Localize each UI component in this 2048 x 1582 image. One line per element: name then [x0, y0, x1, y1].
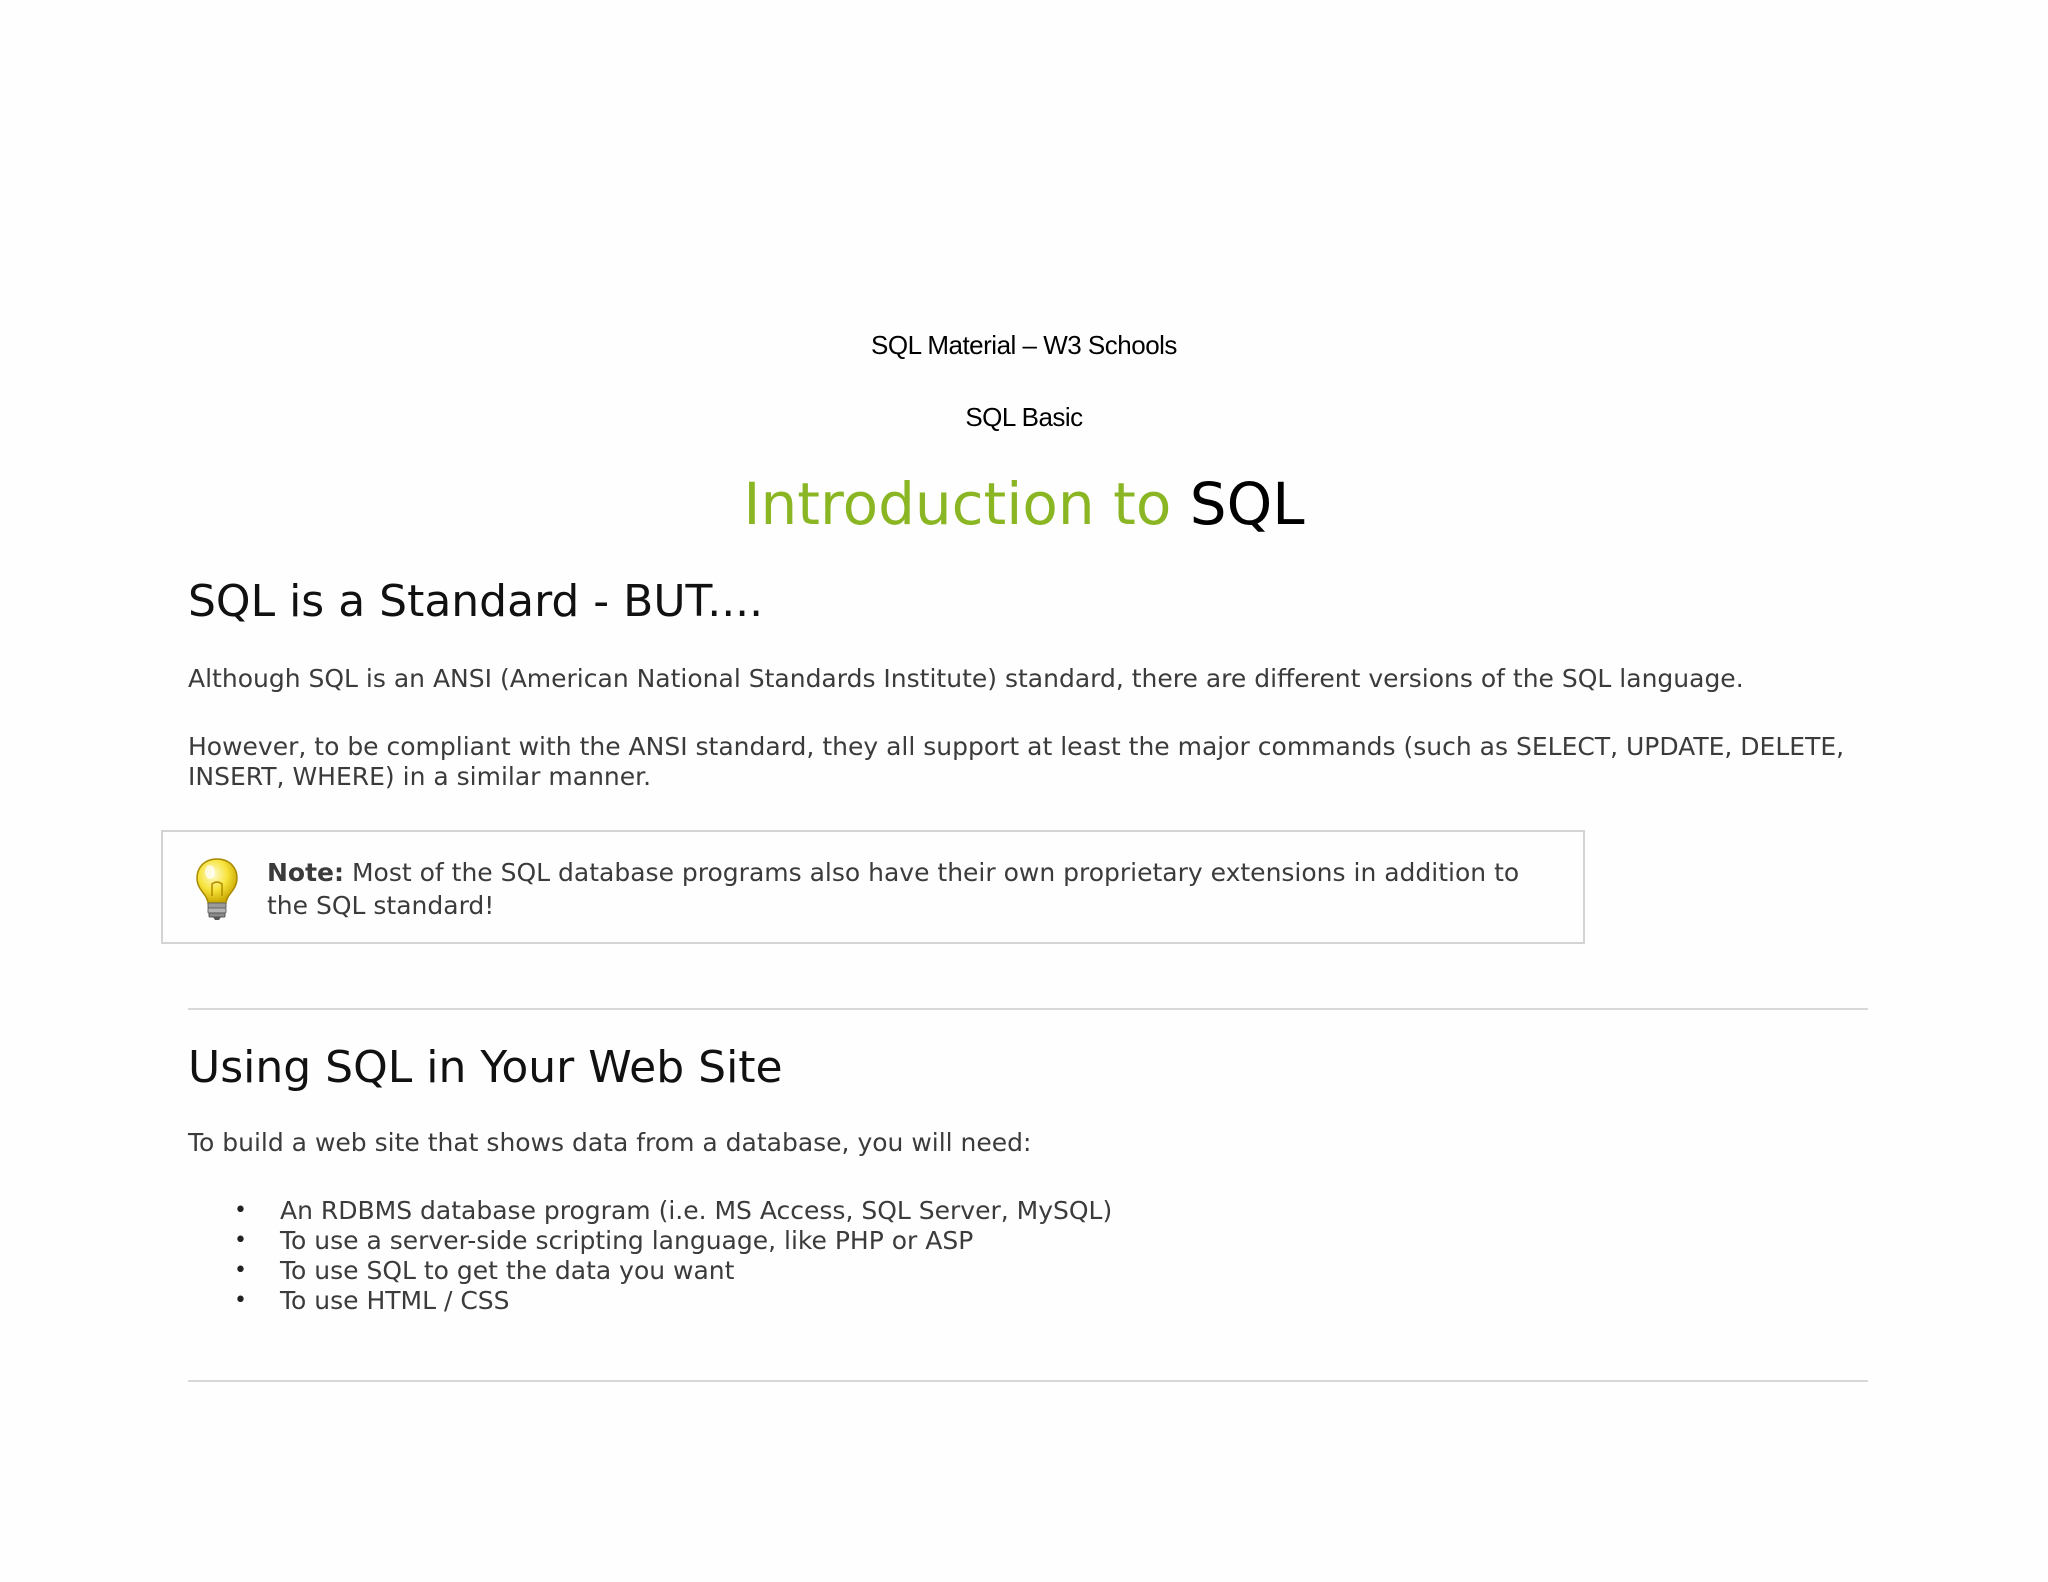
bullet-icon: • — [234, 1198, 247, 1223]
document-title: SQL Material – W3 Schools — [871, 330, 1177, 360]
page-title-accent: Introduction to — [743, 470, 1172, 538]
page-title-main: SQL — [1189, 470, 1305, 538]
list-item — [188, 1286, 1112, 1316]
note-label: Note: — [267, 858, 345, 887]
bullet-icon: • — [234, 1258, 247, 1283]
paragraph-ansi-compliance: However, to be compliant with the ANSI standard, they all support at least the major commands (such as SELECT, UPDATE, DELETE, INSERT, WHERE) in a similar manner. — [188, 732, 1845, 791]
list-item-text: To use a server-side scripting language, like PHP or ASP — [280, 1226, 974, 1255]
paragraph-website-intro: To build a web site that shows data from a database, you will need: — [188, 1128, 1032, 1157]
section-heading-website: Using SQL in Your Web Site — [188, 1042, 783, 1093]
list-item-text: An RDBMS database program (i.e. MS Access, SQL Server, MySQL) — [280, 1196, 1113, 1225]
page-title — [0, 470, 2048, 538]
section-divider — [188, 1380, 1868, 1382]
list-item — [188, 1256, 1112, 1286]
list-item-text: To use SQL to get the data you want — [280, 1256, 735, 1285]
note-box — [161, 830, 1585, 944]
list-item — [188, 1196, 1112, 1226]
list-item-text: To use HTML / CSS — [280, 1286, 510, 1315]
note-body: Most of the SQL database programs also have their own proprietary extensions in addition to the SQL standard! — [267, 858, 1520, 920]
paragraph-ansi-standard: Although SQL is an ANSI (American National Standards Institute) standard, there are different versions of the SQL language. — [188, 664, 1744, 693]
section-heading-standard: SQL is a Standard - BUT.... — [188, 576, 764, 627]
note-text — [267, 856, 1557, 922]
list-item — [188, 1226, 1112, 1256]
section-divider — [188, 1008, 1868, 1010]
lightbulb-icon — [193, 856, 241, 922]
requirements-list — [188, 1196, 1112, 1316]
document-subtitle: SQL Basic — [965, 402, 1083, 432]
bullet-icon: • — [234, 1228, 247, 1253]
bullet-icon: • — [234, 1288, 247, 1313]
